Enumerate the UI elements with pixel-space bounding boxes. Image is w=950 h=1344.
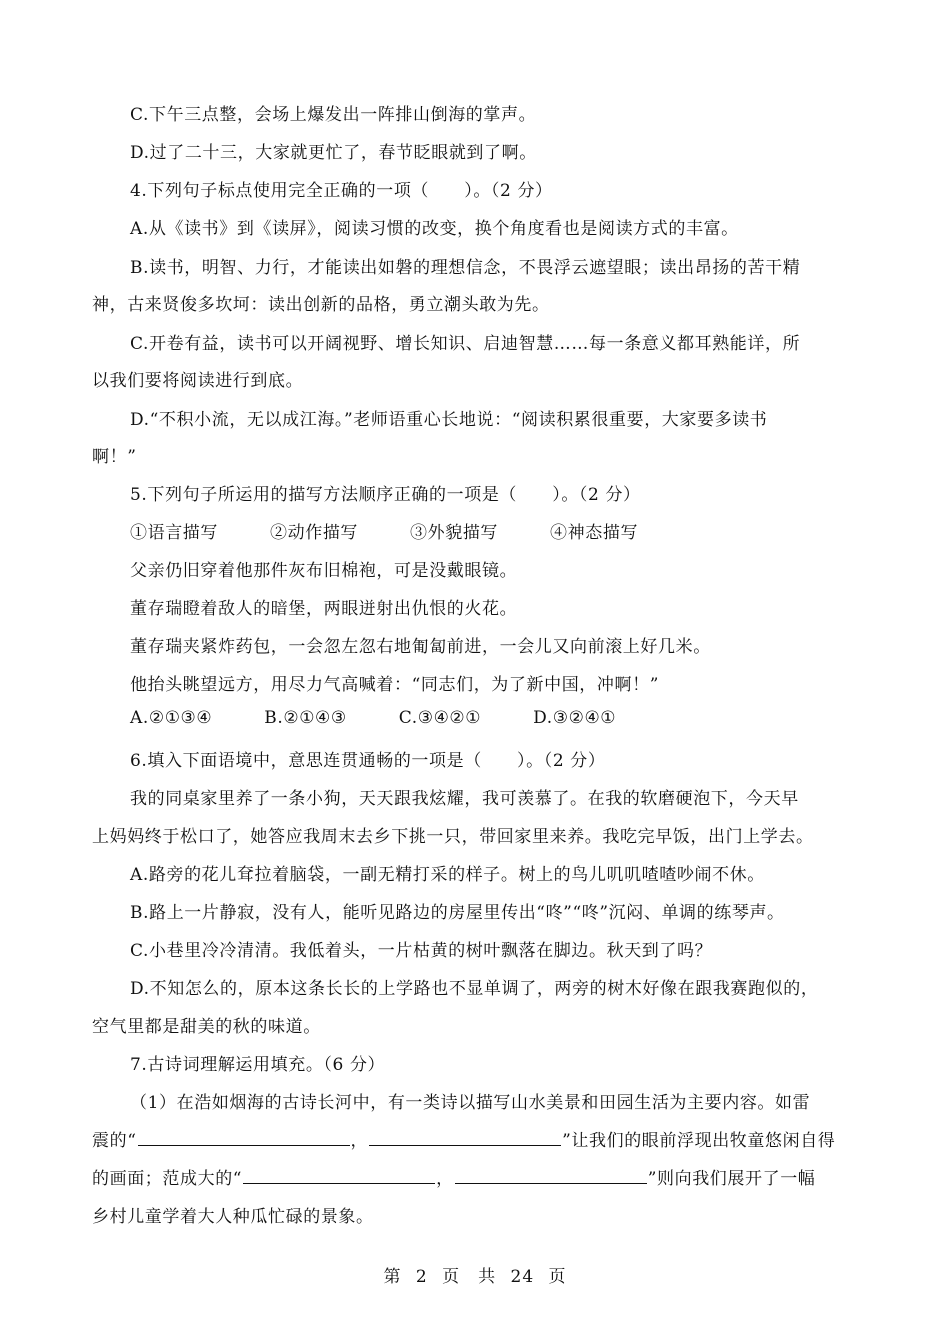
q3-option-c: C.下午三点整，会场上爆发出一阵排山倒海的掌声。 — [130, 105, 537, 125]
q5-option-c: C.③④②① — [398, 708, 482, 728]
footer-total-pages: 24 — [510, 1267, 535, 1287]
page-footer — [0, 1262, 950, 1287]
q4-option-b-line2: 神，古来贤俊多坎坷：读出创新的品格，勇立潮头敢为先。 — [92, 295, 550, 315]
q7-text-b: ， — [350, 1131, 369, 1151]
q5-option-d: D.③②④① — [533, 708, 617, 728]
q6-option-b: B.路上一片静寂，没有人，能听见路边的房屋里传出“咚”“咚”沉闷、单调的练琴声。 — [130, 903, 785, 923]
answer-blank-2[interactable] — [369, 1129, 561, 1146]
q4-option-c-line1: C.开卷有益，读书可以开阔视野、增长知识、启迪智慧……每一条意义都耳熟能详，所 — [130, 334, 801, 354]
question-6: 6.填入下面语境中，意思连贯通畅的一项是（ ）。（2 分） — [130, 751, 606, 771]
footer-middle: 页 共 — [442, 1267, 497, 1287]
q5-option-a: A.②①③④ — [130, 708, 213, 728]
question-5: 5.下列句子所运用的描写方法顺序正确的一项是（ ）。（2 分） — [130, 485, 641, 505]
question-4: 4.下列句子标点使用完全正确的一项（ ）。（2 分） — [130, 181, 553, 201]
q6-option-c: C.小巷里冷冷清清。我低着头，一片枯黄的树叶飘落在脚边。秋天到了吗？ — [130, 941, 713, 961]
method-3: ③外貌描写 — [410, 523, 499, 543]
q4-option-d-line1: D.“不积小流，无以成江海。”老师语重心长地说：“阅读积累很重要，大家要多读书 — [130, 410, 768, 430]
method-1: ①语言描写 — [130, 523, 218, 543]
q4-option-c-line2: 以我们要将阅读进行到底。 — [92, 371, 304, 391]
q4-option-d-line2: 啊！” — [92, 447, 137, 467]
q3-option-d: D.过了二十三，大家就更忙了，春节眨眼就到了啊。 — [130, 143, 537, 163]
q5-sentence-3: 董存瑞夹紧炸药包，一会忽左忽右地匍匐前进，一会儿又向前滚上好几米。 — [130, 637, 711, 657]
q6-option-d-line1: D.不知怎么的，原本这条长长的上学路也不显单调了，两旁的树木好像在跟我赛跑似的， — [130, 979, 819, 999]
q5-option-b: B.②①④③ — [264, 708, 347, 728]
q5-sentence-1: 父亲仍旧穿着他那件灰布旧棉袍，可是没戴眼镜。 — [130, 561, 518, 581]
q7-text-f: ”则向我们展开了一幅 — [647, 1169, 816, 1189]
answer-blank-1[interactable] — [138, 1129, 350, 1146]
q6-passage-line2: 上妈妈终于松口了，她答应我周末去乡下挑一只，带回家里来养。我吃完早饭，出门上学去。 — [92, 827, 814, 847]
q5-sentence-2: 董存瑞瞪着敌人的暗堡，两眼迸射出仇恨的火花。 — [130, 599, 518, 619]
q5-sentence-4: 他抬头眺望远方，用尽力气高喊着：“同志们，为了新中国，冲啊！” — [130, 675, 659, 695]
q7-text-c: ”让我们的眼前浮现出牧童悠闲自得 — [562, 1131, 836, 1151]
method-2: ②动作描写 — [270, 523, 359, 543]
q6-option-a: A.路旁的花儿耷拉着脑袋，一副无精打采的样子。树上的鸟儿叽叽喳喳吵闹不休。 — [130, 865, 765, 885]
answer-blank-4[interactable] — [455, 1167, 647, 1184]
question-7: 7.古诗词理解运用填充。（6 分） — [130, 1055, 386, 1075]
q7-text-d: 的画面；范成大的“ — [92, 1169, 243, 1189]
q6-passage-line1: 我的同桌家里养了一条小狗，天天跟我炫耀，我可羡慕了。在我的软磨硬泡下，今天早 — [130, 789, 799, 809]
q7-part1-line3 — [92, 1164, 815, 1189]
q4-option-a: A.从《读书》到《读屏》，阅读习惯的改变，换个角度看也是阅读方式的丰富。 — [130, 219, 739, 239]
q7-part1-line2 — [92, 1126, 835, 1151]
footer-suffix: 页 — [548, 1267, 567, 1287]
answer-blank-3[interactable] — [243, 1167, 435, 1184]
q7-text-a: 震的“ — [92, 1131, 137, 1151]
q7-part1-line4: 乡村儿童学着大人种瓜忙碌的景象。 — [92, 1207, 374, 1227]
q6-option-d-line2: 空气里都是甜美的秋的味道。 — [92, 1017, 321, 1037]
footer-prefix: 第 — [383, 1267, 402, 1287]
footer-page-number: 2 — [415, 1267, 428, 1287]
q7-part1-line1: （1）在浩如烟海的古诗长河中，有一类诗以描写山水美景和田园生活为主要内容。如雷 — [130, 1093, 811, 1113]
method-4: ④神态描写 — [550, 523, 639, 543]
q7-text-e: ， — [436, 1169, 454, 1189]
q4-option-b-line1: B.读书，明智、力行，才能读出如磐的理想信念，不畏浮云遮望眼；读出昂扬的苦干精 — [130, 258, 801, 278]
q5-options — [130, 708, 616, 728]
q5-methods — [130, 518, 638, 543]
